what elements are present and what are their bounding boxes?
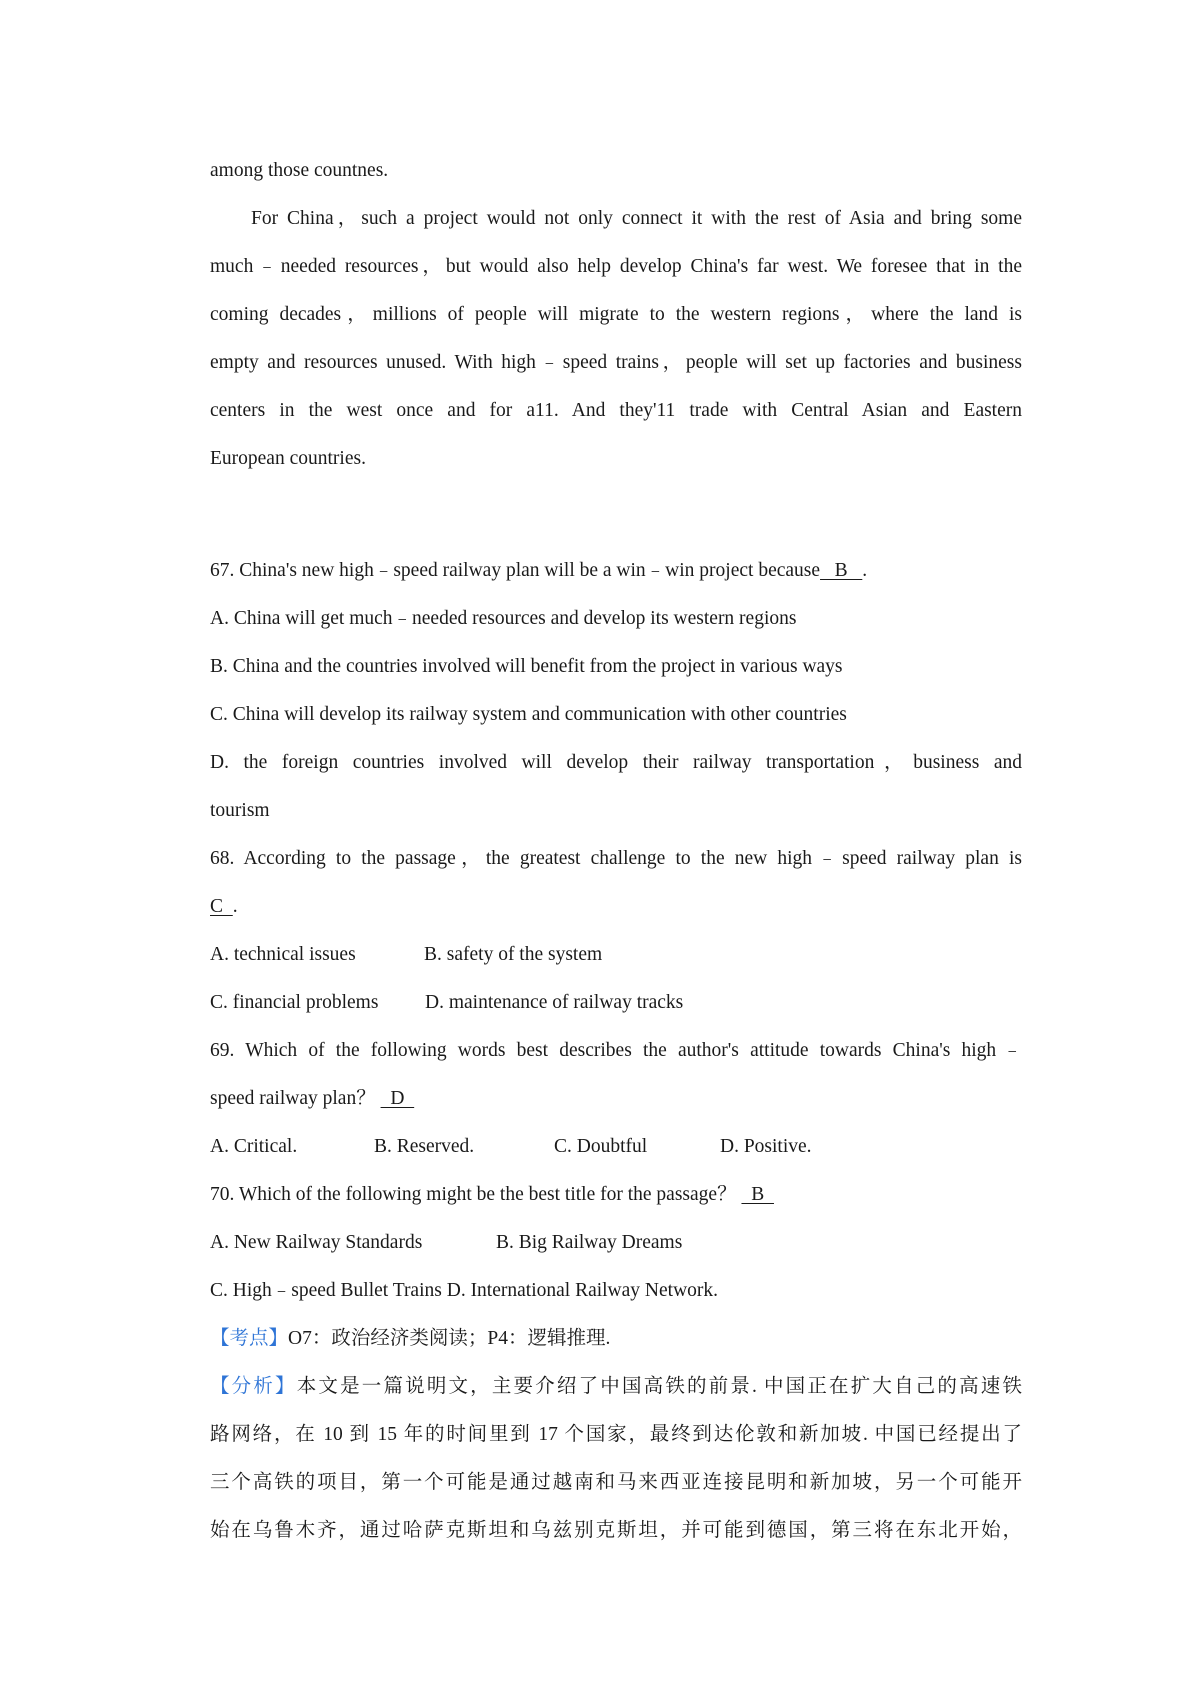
question-67-answer: B [820,560,863,581]
question-70-option-b: B. Big Railway Dreams [496,1232,683,1253]
kaodian-text: O7：政治经济类阅读；P4：逻辑推理. [288,1328,611,1349]
question-68-option-a: A. technical issues [210,944,356,965]
question-68-stem: 68. According to the passage，the greatest challenge to the new high﹣speed railway plan is [210,848,1022,869]
question-68-option-c: C. financial problems [210,992,379,1013]
question-69-option-c: C. Doubtful [554,1136,648,1157]
passage-line: For China，such a project would not only connect it with the rest of Asia and bring some [251,208,1022,229]
question-67-end: . [862,560,868,581]
question-68-options-row [210,990,1022,1016]
question-67-option-c: C. China will develop its railway system and communication with other countries [210,704,847,725]
passage-line: much﹣needed resources，but would also help develop China's far west. We foresee that in the [210,256,1022,277]
question-69-option-b: B. Reserved. [374,1136,475,1157]
question-70-option-a: A. New Railway Standards [210,1232,423,1253]
fenxi-line: 始在乌鲁木齐，通过哈萨克斯坦和乌兹别克斯坦，并可能到德国，第三将在东北开始， [210,1520,1022,1541]
question-69-option-d: D. Positive. [720,1136,812,1157]
fenxi-line [210,1374,1022,1400]
question-70-answer: B [741,1184,774,1205]
passage-line: coming decades，millions of people will migrate to the western regions，where the land is [210,304,1022,325]
fenxi-line: 路网络，在 10 到 15 年的时间里到 17 个国家，最终到达伦敦和新加坡. 中国已经提出了 [210,1424,1022,1445]
question-70-options-row [210,1230,1022,1256]
question-69-answer: D [380,1088,415,1109]
passage-line: European countries. [210,448,366,469]
kaodian-tag: 【考点】 [210,1328,289,1349]
question-68-options-row [210,942,1022,968]
question-68-answer: C [210,896,233,917]
question-70-option-d: D. International Railway Network. [446,1280,719,1301]
question-69-option-a: A. Critical. [210,1136,298,1157]
question-70-option-c: C. High﹣speed Bullet Trains [210,1280,442,1301]
question-69-stem: 69. Which of the following words best describes the author's attitude towards China's high﹣ [210,1040,1022,1061]
fenxi-text: 本文是一篇说明文，主要介绍了中国高铁的前景. 中国正在扩大自己的高速铁 [296,1376,1022,1397]
question-67-stem [210,558,1022,584]
question-70-text: 70. Which of the following might be the best title for the passage？ [210,1184,737,1205]
question-68-end: . [232,896,238,917]
question-67-text: 67. China's new high﹣speed railway plan will be a win﹣win project because [210,560,821,581]
question-68-answer-line [210,894,1022,920]
question-67-option-b: B. China and the countries involved will benefit from the project in various ways [210,656,843,677]
fenxi-tag: 【分析】 [210,1376,297,1397]
passage-line: empty and resources unused. With high﹣speed trains，people will set up factories and business [210,352,1022,373]
question-68-option-b: B. safety of the system [424,944,603,965]
question-70-options-row [210,1278,1022,1304]
question-70-stem [210,1182,1022,1208]
question-67-option-d-cont: tourism [210,800,270,821]
question-69-text: speed railway plan？ [210,1088,376,1109]
question-68-option-d: D. maintenance of railway tracks [425,992,684,1013]
kaodian-line [210,1326,1022,1352]
question-69-options-row [210,1134,1022,1160]
passage-line: centers in the west once and for a11. And they'11 trade with Central Asian and Eastern [210,400,1022,421]
fenxi-line: 三个高铁的项目，第一个可能是通过越南和马来西亚连接昆明和新加坡，另一个可能开 [210,1472,1022,1493]
question-67-option-a: A. China will get much﹣needed resources and develop its western regions [210,608,797,629]
question-69-stem-cont [210,1086,1022,1112]
passage-line: among those countnes. [210,160,389,181]
question-67-option-d: D. the foreign countries involved will develop their railway transportation，business and [210,752,1022,773]
